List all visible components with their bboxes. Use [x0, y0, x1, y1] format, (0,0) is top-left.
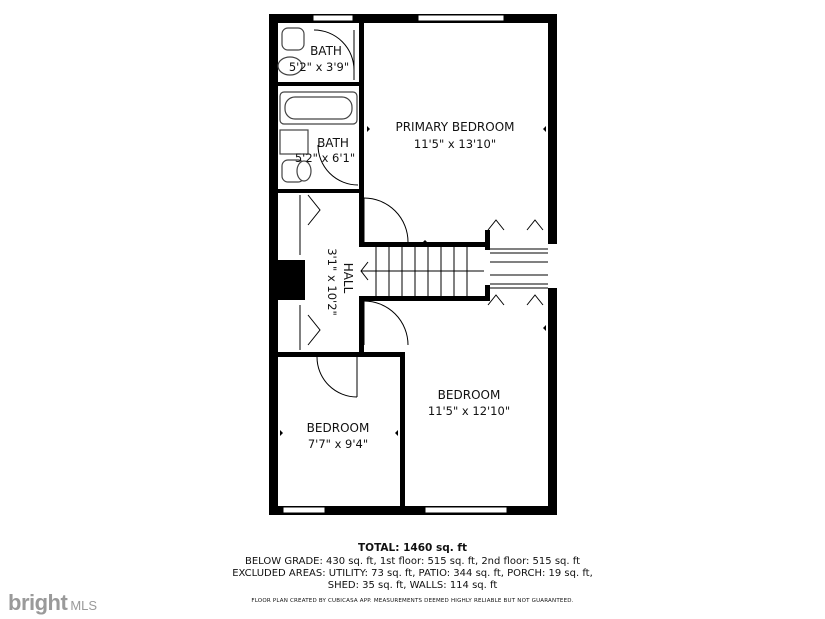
- hall-name: HALL: [341, 262, 355, 294]
- bedroom-small-name: BEDROOM: [306, 421, 370, 435]
- primary-bedroom-name: PRIMARY BEDROOM: [395, 120, 515, 134]
- bath-upper-name: BATH: [310, 44, 342, 58]
- staircase: [361, 247, 548, 296]
- floor-plan-credit: FLOOR PLAN CREATED BY CUBICASA APP. MEASUREMENTS DEEMED HIGHLY RELIABLE BUT NOT GUARANTEED.: [251, 598, 574, 604]
- logo-text: bright: [8, 590, 68, 615]
- bath-lower-dims: 5'2" x 6'1": [294, 151, 356, 165]
- area-breakdown-line-1: BELOW GRADE: 430 sq. ft, 1st floor: 515 sq. ft, 2nd floor: 515 sq. ft: [244, 556, 581, 567]
- primary-bedroom-dims: 11'5" x 13'10": [413, 137, 497, 151]
- bright-mls-logo: [8, 590, 97, 616]
- bedroom-large-dims: 11'5" x 12'10": [427, 404, 511, 418]
- total-area: TOTAL: 1460 sq. ft: [358, 542, 467, 554]
- bath-lower-name: BATH: [317, 136, 349, 150]
- logo-suffix: MLS: [70, 598, 98, 613]
- hall-dims: 3'1" x 10'2": [325, 248, 339, 316]
- area-breakdown-line-2: EXCLUDED AREAS: UTILITY: 73 sq. ft, PATIO: 344 sq. ft, PORCH: 19 sq. ft,: [232, 568, 593, 579]
- bath-upper-dims: 5'2" x 3'9": [288, 60, 350, 74]
- wall-markers: [280, 126, 546, 436]
- bedroom-large-name: BEDROOM: [437, 388, 501, 402]
- bedroom-small-dims: 7'7" x 9'4": [307, 437, 369, 451]
- area-breakdown-line-3: SHED: 35 sq. ft, WALLS: 114 sq. ft: [327, 580, 498, 591]
